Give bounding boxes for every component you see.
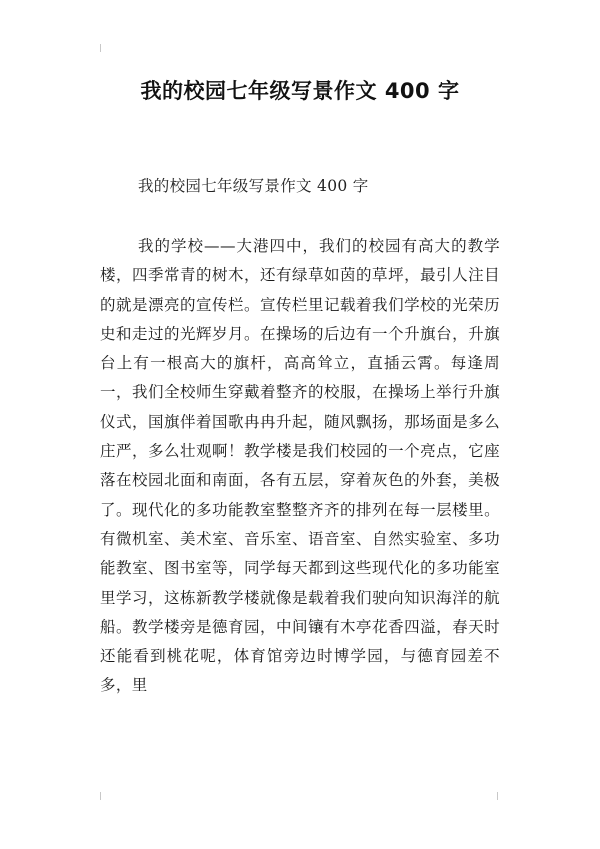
page-title: 我的校园七年级写景作文 400 字 [140, 79, 460, 103]
section-subtitle: 我的校园七年级写景作文 400 字 [138, 177, 369, 195]
essay-body: 我的学校——大港四中，我们的校园有高大的教学楼，四季常青的树木，还有绿草如茵的草坪，最引人注目的就是漂亮的宣传栏。宣传栏里记载着我们学校的光荣历史和走过的光辉岁月。在操场的后边有一个升旗台，升旗台上有一根高大的旗杆，高高耸立，直插云霄。每逢周一，我们全校师生穿戴着整齐的校服，在操场上举行升旗仪式，国旗伴着国歌冉冉升起，随风飘扬，那场面是多么庄严，多么壮观啊！教学楼是我们校园的一个亮点，它座落在校园北面和南面，各有五层，穿着灰色的外套，美极了。现代化的多功能教室整整齐齐的排列在每一层楼里。有微机室、美术室、音乐室、语音室、自然实验室、多功能教室、图书室等，同学每天都到这些现代化的多功能室里学习，这栋新教学楼就像是载着我们驶向知识海洋的航船。教学楼旁是德育园，中间镶有木亭花香四溢，春天时还能看到桃花呢，体育馆旁边时博学园，与德育园差不多，里 [100, 237, 500, 695]
crop-mark-bottom-right [497, 792, 498, 800]
crop-mark-bottom-left [100, 792, 101, 800]
crop-mark-top-left [100, 44, 101, 52]
